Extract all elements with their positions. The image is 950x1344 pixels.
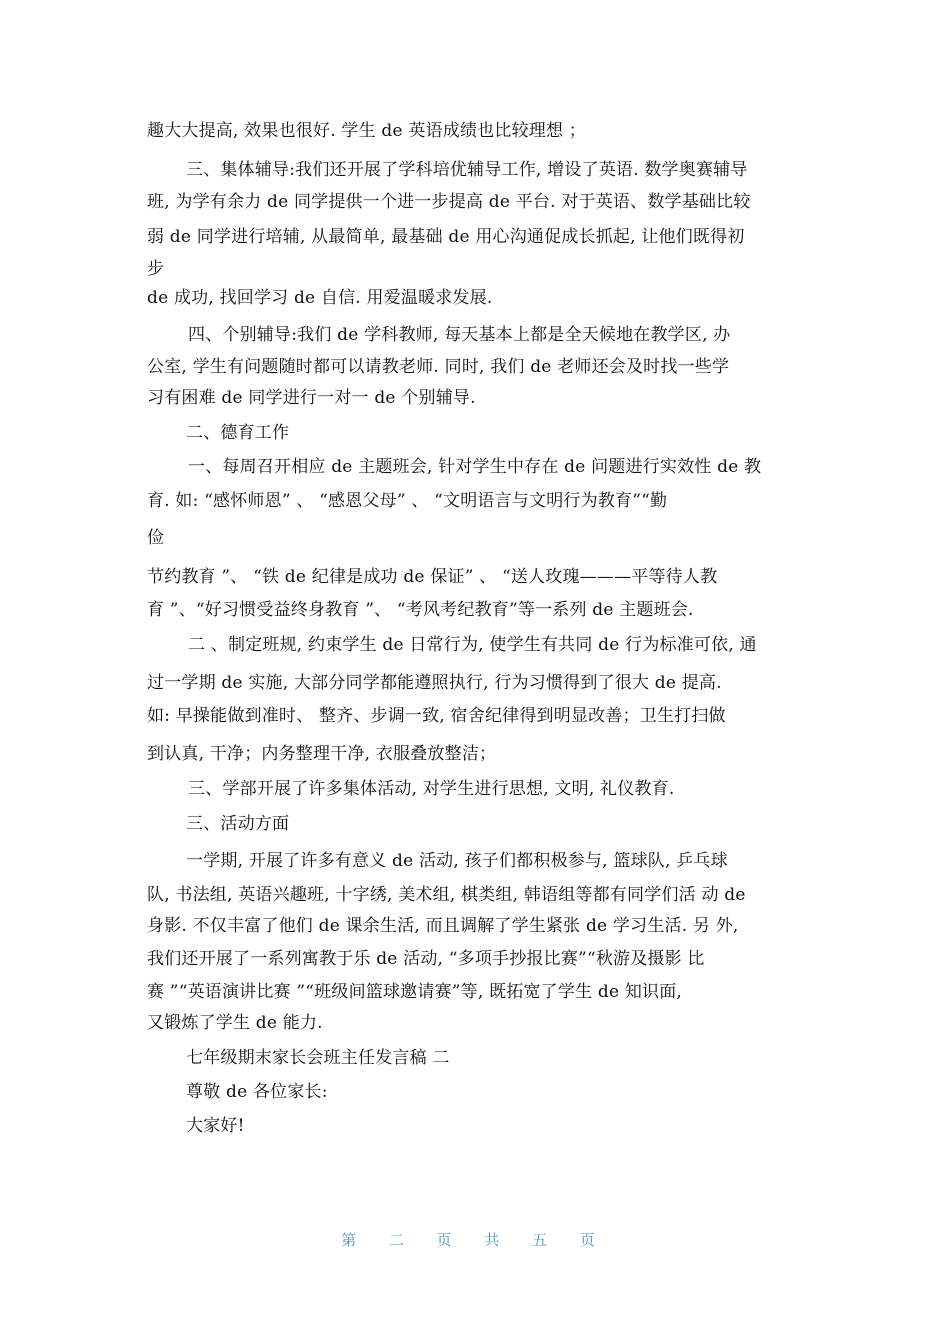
text-line: 我们还开展了一系列寓教于乐 de 活动, “多项手抄报比赛”“秋游及摄影 比 (147, 949, 705, 969)
text-line: 身影. 不仅丰富了他们 de 课余生活, 而且调解了学生紧张 de 学习生活. 另 外, (147, 916, 739, 936)
text-line: 三、学部开展了许多集体活动, 对学生进行思想, 文明, 礼仪教育. (188, 779, 675, 799)
text-line: 弱 de 同学进行培辅, 从最简单, 最基础 de 用心沟通促成长抓起, 让他们既得初 (147, 227, 745, 247)
section-heading: 三、活动方面 (186, 814, 290, 834)
text-line: 队, 书法组, 英语兴趣班, 十字绣, 美术组, 棋类组, 韩语组等都有同学们活 动 de (147, 885, 746, 905)
text-line: 到认真, 干净；内务整理干净, 衣服叠放整洁； (147, 744, 497, 764)
text-line: 三、集体辅导:我们还开展了学科培优辅导工作, 增设了英语. 数学奥赛辅导 (186, 160, 748, 180)
text-line: 习有困难 de 同学进行一对一 de 个别辅导. (147, 388, 476, 408)
text-line: 四、个别辅导:我们 de 学科教师, 每天基本上都是全天候地在教学区, 办 (188, 325, 731, 345)
text-line: 趣大大提高, 效果也很好. 学生 de 英语成绩也比较理想 ； (147, 121, 586, 141)
greeting: 大家好! (186, 1116, 245, 1136)
text-line: 班, 为学有余力 de 同学提供一个进一步提高 de 平台. 对于英语、数学基础比较 (147, 192, 751, 212)
text-line: 育 ”、“好习惯受益终身教育 ”、 “考风考纪教育”等一系列 de 主题班会. (147, 600, 694, 620)
text-line: 步 (147, 259, 165, 279)
text-line: 又锻炼了学生 de 能力. (147, 1013, 323, 1033)
text-line: 公室, 学生有问题随时都可以请教老师. 同时, 我们 de 老师还会及时找一些学 (147, 357, 730, 377)
text-line: 育. 如: “感怀师恩” 、 “感恩父母” 、 “文明语言与文明行为教育”“勤 (147, 491, 668, 511)
salutation: 尊敬 de 各位家长: (186, 1082, 328, 1102)
text-line: de 成功, 找回学习 de 自信. 用爱温暖求发展. (147, 288, 493, 308)
text-line: 如: 早操能做到准时、 整齐、步调一致, 宿舍纪律得到明显改善；卫生打扫做 (147, 706, 726, 726)
text-line: 赛 ”“英语演讲比赛 ”“班级间篮球邀请赛”等, 既拓宽了学生 de 知识面, (147, 982, 683, 1002)
page-number-footer: 第 二 页 共 五 页 (341, 1231, 609, 1249)
text-line: 俭 (147, 528, 165, 548)
text-line: 节约教育 ”、 “铁 de 纪律是成功 de 保证” 、 “送人玫瑰———平等待人教 (147, 567, 718, 587)
text-line: 一学期, 开展了许多有意义 de 活动, 孩子们都积极参与, 篮球队, 乒乓球 (186, 851, 728, 871)
text-line: 二 、制定班规, 约束学生 de 日常行为, 使学生有共同 de 行为标准可依, 通 (188, 635, 757, 655)
document-subtitle: 七年级期末家长会班主任发言稿 二 (186, 1048, 450, 1068)
text-line: 过一学期 de 实施, 大部分同学都能遵照执行, 行为习惯得到了很大 de 提高. (147, 673, 722, 693)
text-line: 一、每周召开相应 de 主题班会, 针对学生中存在 de 问题进行实效性 de 教 (188, 457, 762, 477)
section-heading: 二、德育工作 (186, 423, 290, 443)
